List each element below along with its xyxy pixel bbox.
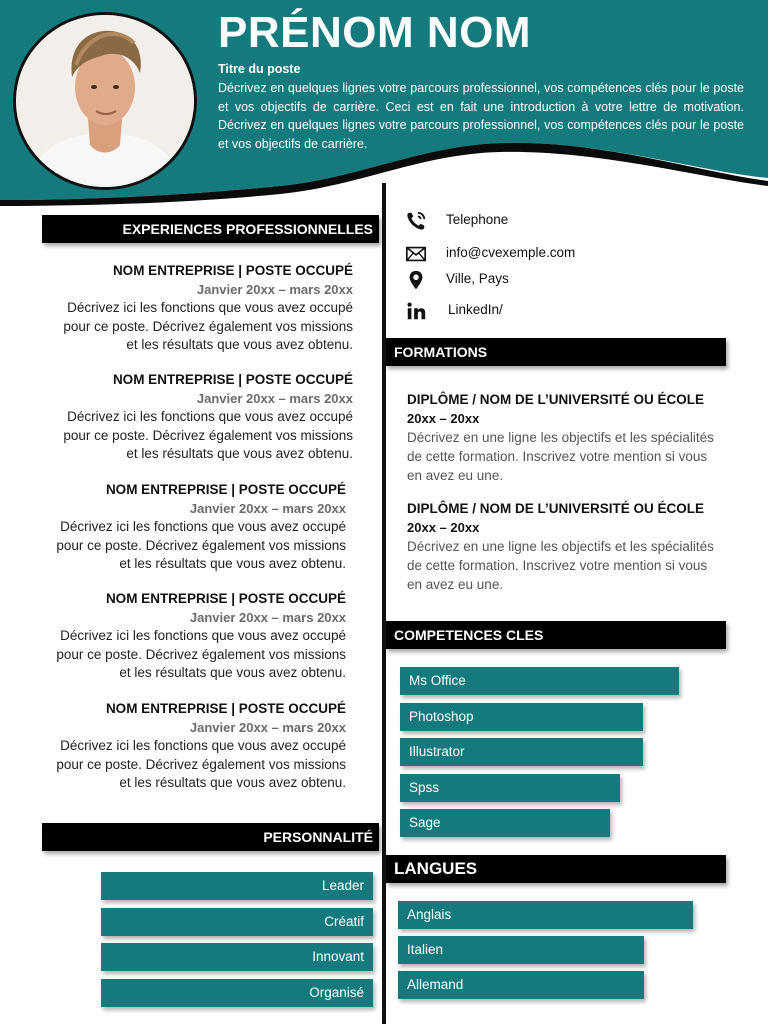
formation-line: Décrivez en une ligne les objectifs et les spécialités	[407, 539, 714, 554]
skill-label: Photoshop	[409, 709, 474, 724]
column-divider	[382, 183, 386, 1024]
formation-line: en avez eu une.	[407, 577, 504, 592]
formation-item	[407, 499, 747, 594]
skill-bar	[400, 703, 643, 731]
formation-dates: 20xx – 20xx	[407, 520, 480, 535]
experience-dates: Janvier 20xx – mars 20xx	[189, 501, 346, 516]
formations-heading: FORMATIONS	[386, 338, 726, 366]
skill-label: Sage	[409, 815, 441, 830]
contact-email	[405, 243, 725, 265]
experience-line: pour ce poste. Décrivez également vos missions	[63, 318, 353, 334]
language-label: Anglais	[407, 907, 452, 922]
experience-dates: Janvier 20xx – mars 20xx	[189, 610, 346, 625]
skill-bar	[400, 809, 610, 837]
personality-trait	[101, 979, 373, 1007]
experience-item	[30, 371, 353, 464]
formation-line: Décrivez en une ligne les objectifs et les spécialités	[407, 430, 714, 445]
experience-line: pour ce poste. Décrivez également vos missions	[56, 756, 346, 772]
job-title: Titre du poste	[218, 62, 301, 76]
experience-dates: Janvier 20xx – mars 20xx	[189, 720, 346, 735]
mail-icon	[405, 243, 427, 265]
experience-line: Décrivez ici les fonctions que vous avez occupé	[60, 738, 346, 753]
experience-line: et les résultats que vous avez obtenu.	[119, 775, 346, 790]
personnalite-heading: PERSONNALITÉ	[42, 823, 379, 851]
formation-line: en avez eu une.	[407, 468, 504, 483]
experience-item	[23, 590, 346, 683]
experience-line: Décrivez ici les fonctions que vous avez occupé	[60, 519, 346, 534]
trait-label: Organisé	[309, 985, 364, 1000]
linkedin-label: LinkedIn/	[448, 302, 503, 317]
experience-line: et les résultats que vous avez obtenu.	[119, 665, 346, 680]
experience-line: pour ce poste. Décrivez également vos missions	[56, 646, 346, 662]
experience-line: et les résultats que vous avez obtenu.	[126, 337, 353, 352]
language-bar	[398, 936, 644, 964]
experience-line: et les résultats que vous avez obtenu.	[126, 446, 353, 461]
personality-trait	[101, 908, 373, 936]
contact-linkedin[interactable]	[405, 300, 725, 322]
profile-photo	[13, 12, 197, 190]
language-label: Italien	[407, 942, 444, 957]
person-name: PRÉNOM NOM	[218, 8, 531, 57]
contact-location	[405, 269, 725, 291]
experience-item	[30, 262, 353, 355]
experience-title: NOM ENTREPRISE | POSTE OCCUPÉ	[105, 482, 346, 497]
personality-trait	[101, 872, 373, 900]
skill-label: Ms Office	[409, 673, 466, 688]
skill-bar	[400, 667, 679, 695]
experience-line: et les résultats que vous avez obtenu.	[119, 556, 346, 571]
experience-line: pour ce poste. Décrivez également vos missions	[56, 537, 346, 553]
profile-intro: Décrivez en quelques lignes votre parcours professionnel, vos compétences clés pour le poste et vos objectifs de carrière. Ceci est en fait une introduction à votre lettre de motivation. Décrivez en quelques lignes votre parcours professionnel, vos compétences clés pour le poste et vos objectifs de carrière.	[218, 81, 744, 151]
formation-line: de cette formation. Inscrivez votre mention si vous	[407, 449, 708, 464]
experience-line: pour ce poste. Décrivez également vos missions	[63, 427, 353, 443]
experience-line: Décrivez ici les fonctions que vous avez occupé	[67, 300, 353, 315]
experience-item	[23, 481, 346, 574]
experience-item	[23, 700, 346, 793]
experience-title: NOM ENTREPRISE | POSTE OCCUPÉ	[112, 263, 353, 278]
language-label: Allemand	[407, 977, 464, 992]
experience-dates: Janvier 20xx – mars 20xx	[196, 391, 353, 406]
skill-label: Illustrator	[409, 744, 465, 759]
skill-label: Spss	[409, 780, 440, 795]
formation-dates: 20xx – 20xx	[407, 411, 480, 426]
trait-label: Leader	[321, 878, 364, 893]
competences-heading: COMPETENCES CLES	[386, 621, 726, 649]
experience-line: Décrivez ici les fonctions que vous avez occupé	[60, 628, 346, 643]
formation-item	[407, 390, 747, 485]
contact-phone	[405, 210, 725, 232]
skill-bar	[400, 774, 620, 802]
map-pin-icon	[405, 269, 427, 291]
location-label: Ville, Pays	[446, 271, 509, 286]
formation-title: DIPLÔME / NOM DE L’UNIVERSITÉ OU ÉCOLE	[407, 501, 705, 516]
phone-icon	[405, 210, 427, 232]
email-label: info@cvexemple.com	[446, 245, 576, 260]
experience-title: NOM ENTREPRISE | POSTE OCCUPÉ	[112, 372, 353, 387]
trait-label: Créatif	[324, 914, 364, 929]
experience-title: NOM ENTREPRISE | POSTE OCCUPÉ	[105, 701, 346, 716]
linkedin-icon	[405, 300, 427, 322]
language-bar	[398, 971, 644, 999]
trait-label: Innovant	[312, 949, 364, 964]
personality-trait	[101, 943, 373, 971]
formation-line: de cette formation. Inscrivez votre mention si vous	[407, 558, 708, 573]
experience-title: NOM ENTREPRISE | POSTE OCCUPÉ	[105, 591, 346, 606]
experiences-heading: EXPERIENCES PROFESSIONNELLES	[42, 215, 379, 243]
header-banner	[0, 0, 768, 210]
language-bar	[398, 901, 693, 929]
langues-heading: LANGUES	[386, 855, 726, 883]
phone-label: Telephone	[446, 212, 509, 227]
skill-bar	[400, 738, 643, 766]
formation-title: DIPLÔME / NOM DE L’UNIVERSITÉ OU ÉCOLE	[407, 392, 705, 407]
experience-dates: Janvier 20xx – mars 20xx	[196, 282, 353, 297]
experience-line: Décrivez ici les fonctions que vous avez occupé	[67, 409, 353, 424]
